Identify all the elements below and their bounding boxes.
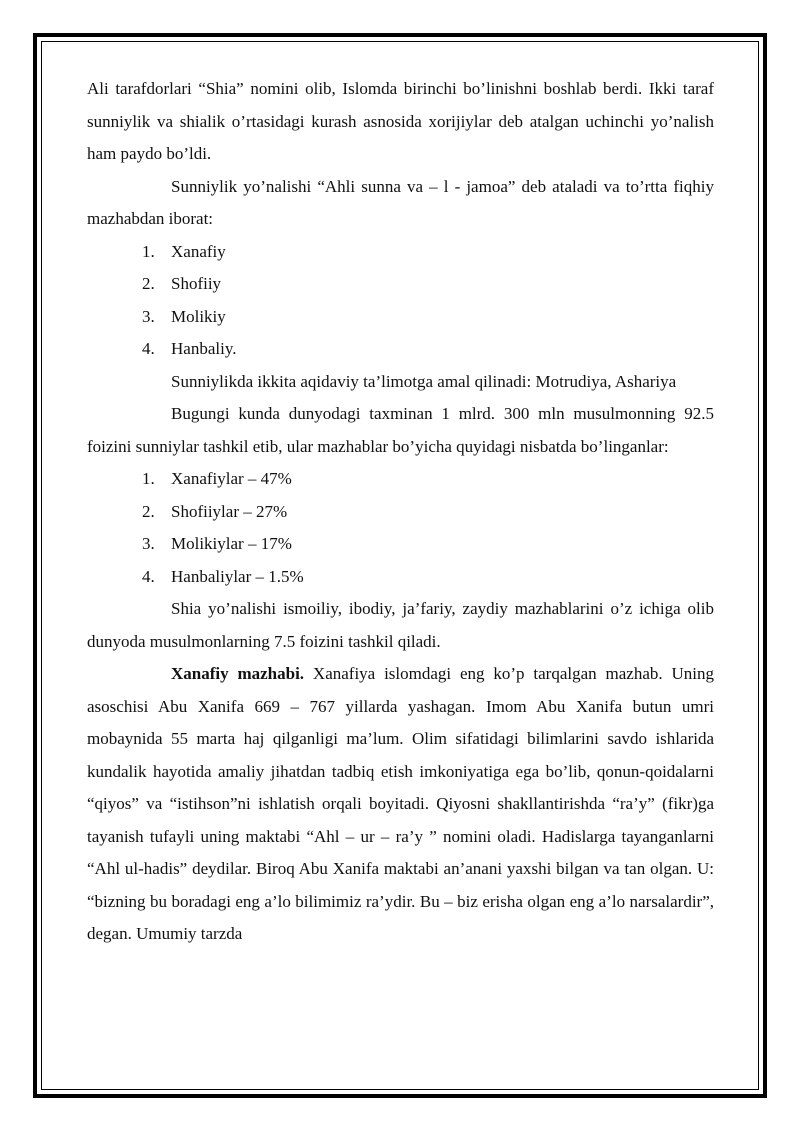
list-item: 1. Xanafiylar – 47% [142,469,292,488]
paragraph-2: Sunniylik yo’nalishi “Ahli sunna va – l - jamoa” deb ataladi va to’rtta fiqhiy mazhabdan iborat: [87,176,714,228]
list-item: 4. Hanbaliylar – 1.5% [142,566,304,586]
madhab-list [87,236,714,366]
list-item: 4. Hanbaliy. [142,339,237,358]
list-item: 3. Molikiylar – 17% [142,534,292,553]
paragraph-6 [87,658,714,951]
list-item: 2. Shofiiylar – 27% [142,501,288,521]
paragraph-5: Shia yo’nalishi ismoiliy, ibodiy, ja’fariy, zaydiy mazhablarini o’z ichiga olib dunyoda musulmonlarning 7.5 foizini tashkil qiladi. [87,599,714,651]
paragraph-1: Ali tarafdorlari “Shia” nomini olib, Islomda birinchi bo’linishni boshlab berdi. Ikki taraf sunniylik va shialik o’rtasidagi kurash asnosida xorijiylar deb atalgan uchinchi yo’nalish ham paydo bo’ldi. [87,79,714,163]
section-heading: Xanafiy mazhabi. [171,664,305,683]
section-body: Xanafiya islomdagi eng ko’p tarqalgan mazhab. Uning asoschisi Abu Xanifa 669 – 767 yillarda yashagan. Imom Abu Xanifa butun umri mobaynida 55 marta haj qilganligi ma’lum. Olim sifatidagi bilimlarini savdo ishlarida kundalik hayotida amaliy jihatdan tadbiq etish imkoniyatiga ega bo’lib, qonun-qoidalarni “qiyos” va “istihson”ni ishlatish orqali boyitadi. Qiyosni shakllantirishda “ra’y” (fikr)ga tayanish tufayli uning maktabi “Ahl – ur – ra’y ” nomini oladi. Hadislarga tayanganlarni “Ahl ul-hadis” deydilar. Biroq Abu Xanifa maktabi an’anani yaxshi bilgan va tan olgan. U: “bizning bu boradagi eng a’lo bilimimiz ra’ydir. Bu – biz erisha olgan eng a’lo narsalardir”, degan. Umumiy tarzda [87,664,714,943]
paragraph-4: Bugungi kunda dunyodagi taxminan 1 mlrd. 300 mln musulmonning 92.5 foizini sunniylar tashkil etib, ular mazhablar bo’yicha quyidagi nisbatda bo’linganlar: [87,404,714,456]
list-item: 3. Molikiy [142,306,226,326]
madhab-percentage-list [87,463,714,593]
paragraph-3: Sunniylikda ikkita aqidaviy ta’limotga amal qilinadi: Motrudiya, Ashariya [171,371,677,391]
document-body [87,73,714,951]
list-item: 1. Xanafiy [142,241,226,261]
list-item: 2. Shofiiy [142,274,222,293]
